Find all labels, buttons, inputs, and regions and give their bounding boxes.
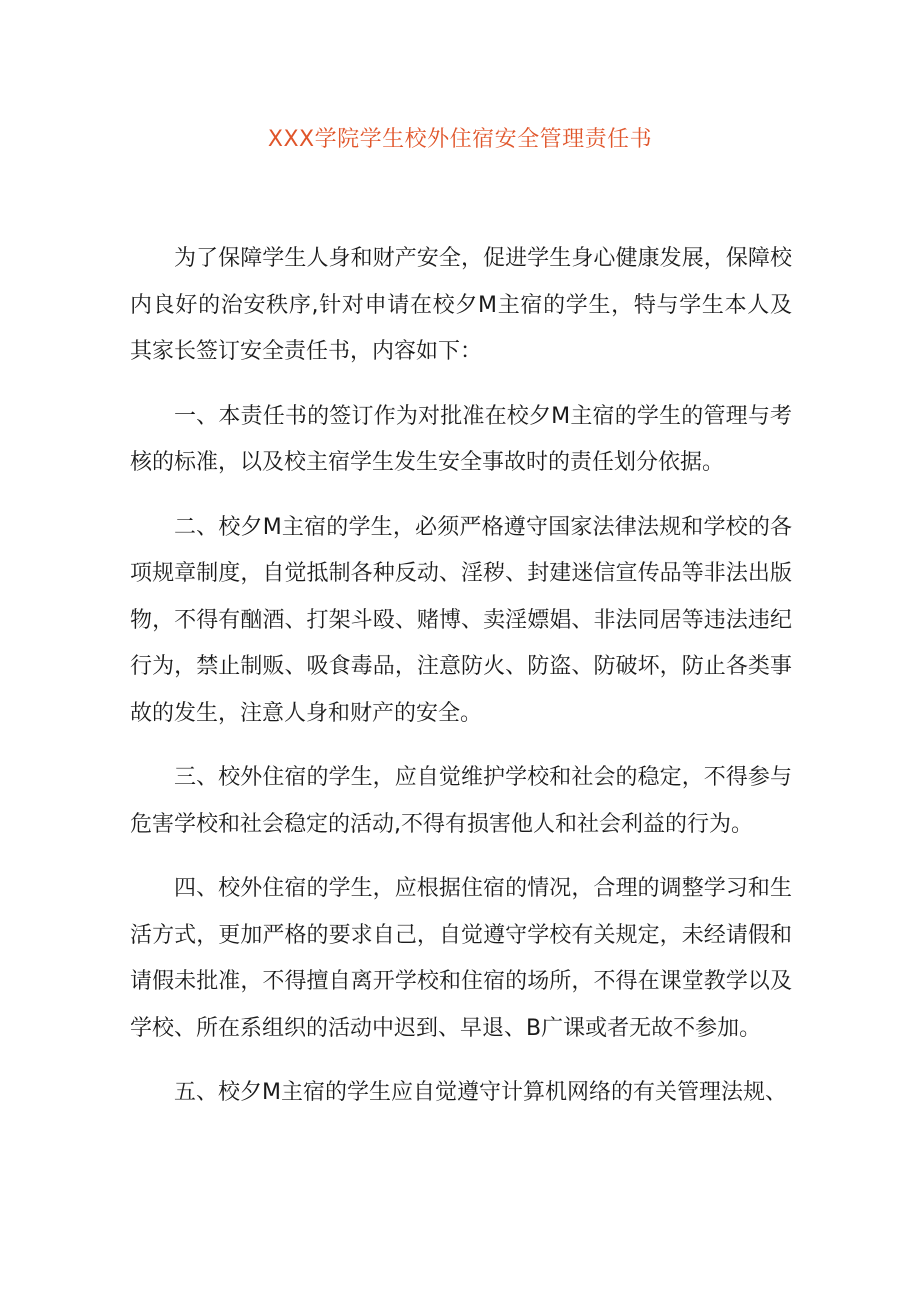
paragraph-clause-4: 四、校外住宿的学生，应根据住宿的情况，合理的调整学习和生活方式，更加严格的要求自己，自觉遵守学校有关规定，未经请假和请假未批准，不得擅自离开学校和住宿的场所，不得在课堂教学以及学校、所在系组织的活动中迟到、早退、B广课或者无故不参加。 bbox=[130, 876, 792, 1041]
document-body bbox=[130, 236, 792, 1117]
paragraph-intro: 为了保障学生人身和财产安全，促进学生身心健康发展，保障校内良好的治安秩序,针对申请在校夕M主宿的学生，特与学生本人及其家长签订安全责任书，内容如下： bbox=[130, 246, 792, 364]
document-title: XXX学院学生校外住宿安全管理责任书 bbox=[267, 127, 653, 152]
paragraph-clause-1: 一、本责任书的签订作为对批准在校夕M主宿的学生的管理与考核的标准，以及校主宿学生发生安全事故时的责任划分依据。 bbox=[130, 403, 792, 475]
paragraph-clause-3: 三、校外住宿的学生，应自觉维护学校和社会的稳定，不得参与危害学校和社会稳定的活动,不得有损害他人和社会利益的行为。 bbox=[130, 765, 792, 837]
paragraph-clause-2: 二、校夕M主宿的学生，必须严格遵守国家法律法规和学校的各项规章制度，自觉抵制各种反动、淫秽、封建迷信宣传品等非法出版物，不得有酗酒、打架斗殴、赌博、卖淫嫖娼、非法同居等违法违纪行为，禁止制贩、吸食毒品，注意防火、防盗、防破坏，防止各类事故的发生，注意人身和财产的安全。 bbox=[130, 514, 792, 726]
paragraph-clause-5: 五、校夕M主宿的学生应自觉遵守计算机网络的有关管理法规、 bbox=[174, 1080, 787, 1105]
